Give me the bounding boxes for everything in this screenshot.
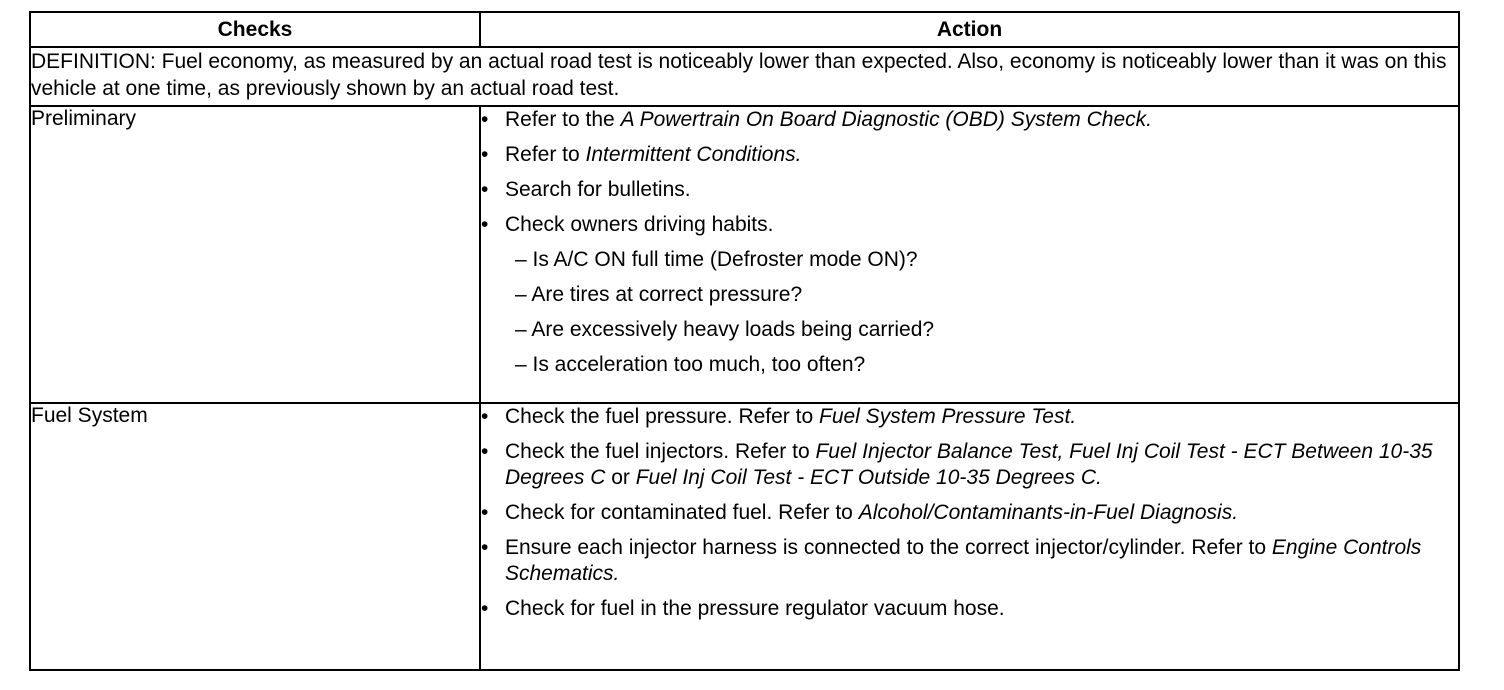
procedure-reference: Engine Controls Schematics. (505, 536, 1422, 585)
check-cell-preliminary: Preliminary (30, 106, 480, 403)
action-text: Check the fuel pressure. Refer to (505, 405, 819, 428)
action-header: Action (480, 12, 1459, 47)
bullet-icon: • (481, 143, 489, 166)
action-text: Refer to (505, 143, 586, 166)
action-text: or (605, 466, 636, 489)
procedure-reference: A Powertrain On Board Diagnostic (OBD) System Check. (620, 108, 1152, 131)
procedure-reference: Fuel System Pressure Test. (819, 405, 1077, 428)
diagnostic-table (29, 11, 1460, 671)
procedure-reference: Fuel Injector Balance Test, Fuel Inj Coil Test - ECT Between 10-35 Degrees C (505, 440, 1433, 489)
action-item (481, 107, 1458, 133)
table-row-fuel-system (30, 403, 1459, 670)
procedure-reference: Intermittent Conditions. (585, 143, 802, 166)
bullet-icon: • (481, 597, 489, 620)
action-list (481, 107, 1458, 378)
sub-question-list (515, 247, 1458, 378)
action-text: Check the fuel injectors. Refer to (505, 440, 816, 463)
bullet-icon: • (481, 501, 489, 524)
bullet-icon: • (481, 213, 489, 236)
action-item (481, 535, 1458, 587)
action-cell-fuel-system (480, 403, 1459, 670)
action-cell-preliminary (480, 106, 1459, 403)
definition-text: DEFINITION: Fuel economy, as measured by an actual road test is noticeably lower than expected. Also, economy is noticeably lower than it was on this vehicle at one time, as previously shown by an actual road test. (30, 47, 1459, 106)
header-row (30, 12, 1459, 47)
action-item (481, 212, 1458, 378)
sub-question: – Is acceleration too much, too often? (515, 353, 866, 376)
action-text: Refer to the (505, 108, 621, 131)
definition-row (30, 47, 1459, 106)
bullet-icon: • (481, 536, 489, 559)
action-item (481, 596, 1458, 622)
sub-question: – Are excessively heavy loads being carried? (515, 318, 935, 341)
bullet-icon: • (481, 405, 489, 428)
action-text: Ensure each injector harness is connected to the correct injector/cylinder. Refer to (505, 536, 1272, 559)
bullet-icon: • (481, 440, 489, 463)
action-text: Check owners driving habits. (505, 213, 774, 236)
action-text: Search for bulletins. (505, 178, 691, 201)
action-item (481, 177, 1458, 203)
sub-question: – Are tires at correct pressure? (515, 283, 803, 306)
action-item (481, 404, 1458, 430)
table-row-preliminary (30, 106, 1459, 403)
action-item (481, 500, 1458, 526)
action-item (481, 142, 1458, 168)
bullet-icon: • (481, 108, 489, 131)
procedure-reference: Alcohol/Contaminants-in-Fuel Diagnosis. (858, 501, 1239, 524)
action-text: Check for fuel in the pressure regulator vacuum hose. (505, 597, 1005, 620)
checks-header: Checks (30, 12, 480, 47)
action-text: Check for contaminated fuel. Refer to (505, 501, 859, 524)
action-list (481, 404, 1458, 622)
procedure-reference: Fuel Inj Coil Test - ECT Outside 10-35 Degrees C. (635, 466, 1102, 489)
action-item (481, 439, 1458, 491)
check-cell-fuel-system: Fuel System (30, 403, 480, 670)
bullet-icon: • (481, 178, 489, 201)
sub-question: – Is A/C ON full time (Defroster mode ON)? (515, 248, 918, 271)
